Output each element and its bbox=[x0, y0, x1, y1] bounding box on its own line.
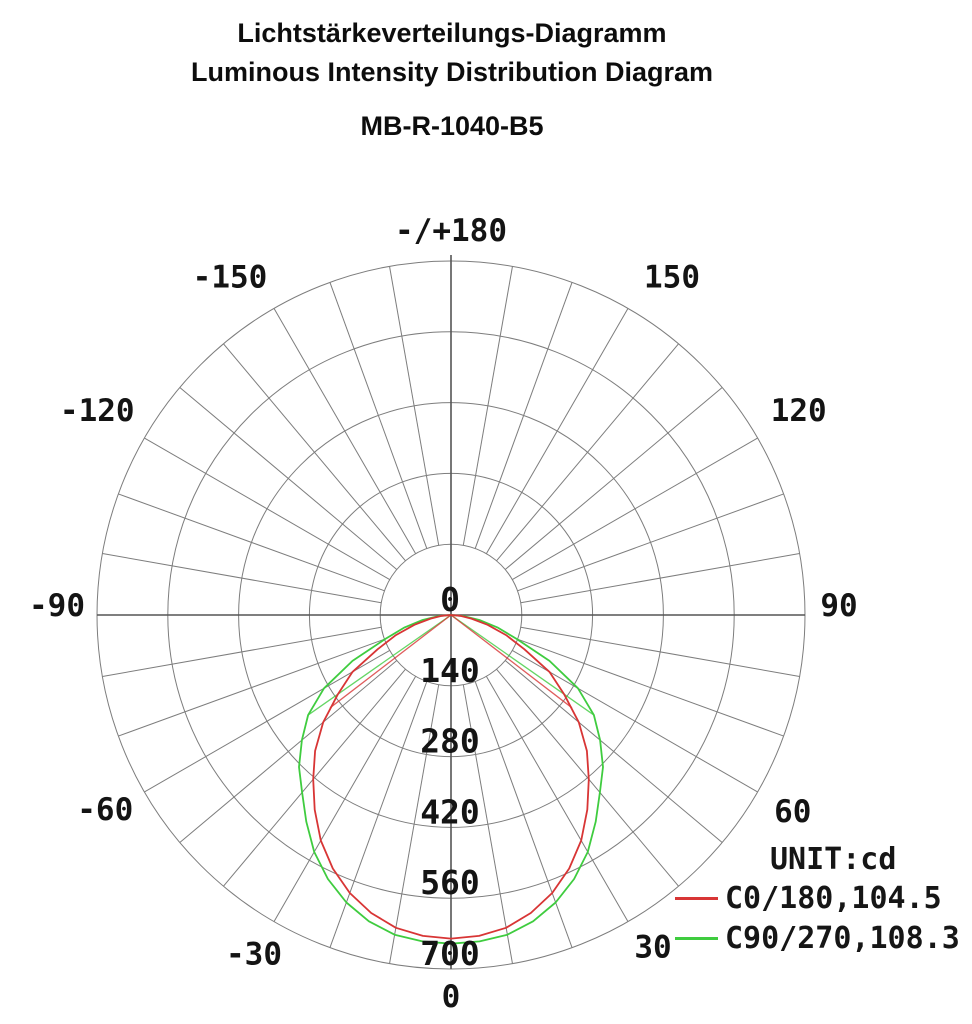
grid-spoke bbox=[118, 494, 384, 591]
angle-label: 90 bbox=[820, 588, 858, 624]
grid-spoke bbox=[274, 308, 416, 553]
angle-label: -150 bbox=[192, 259, 268, 296]
angle-label: -/+180 bbox=[395, 213, 507, 249]
legend-label-c90-270: C90/270,108.3 bbox=[725, 920, 960, 956]
grid-spoke bbox=[518, 639, 784, 736]
legend-unit-label: UNIT:cd bbox=[770, 842, 897, 877]
grid-spoke bbox=[180, 387, 397, 569]
angle-label: 60 bbox=[774, 794, 812, 830]
grid-spoke bbox=[223, 344, 405, 561]
ring-label: 420 bbox=[420, 792, 480, 832]
grid-spoke bbox=[521, 627, 800, 676]
angle-label: -30 bbox=[226, 936, 282, 973]
ring-label: 560 bbox=[420, 863, 480, 903]
ring-label: 700 bbox=[420, 933, 480, 973]
grid-spoke bbox=[475, 682, 572, 948]
angle-label: 0 bbox=[441, 979, 461, 1015]
grid-spoke bbox=[463, 266, 512, 545]
model-number: MB-R-1040-B5 bbox=[360, 111, 544, 141]
grid-spoke bbox=[330, 282, 427, 548]
grid-spoke bbox=[144, 438, 389, 580]
grid-spoke bbox=[505, 387, 722, 569]
page-title-english: Luminous Intensity Distribution Diagram bbox=[190, 57, 714, 87]
grid-spoke bbox=[486, 308, 628, 553]
ring-labels bbox=[420, 580, 480, 973]
angle-label: 120 bbox=[770, 393, 827, 429]
grid-spoke bbox=[497, 344, 679, 561]
angle-label: 150 bbox=[644, 259, 700, 296]
angle-label: -60 bbox=[77, 792, 134, 828]
ring-label: 0 bbox=[440, 580, 460, 619]
legend-entry-c90-270 bbox=[675, 918, 960, 958]
chart-legend bbox=[675, 842, 960, 958]
grid-spoke bbox=[521, 554, 800, 603]
grid-spoke bbox=[512, 438, 757, 580]
angle-label: -120 bbox=[59, 393, 135, 429]
angle-label: 30 bbox=[634, 929, 672, 966]
angle-label: -90 bbox=[29, 588, 85, 624]
legend-entry-c0-180 bbox=[675, 878, 960, 918]
grid-spoke bbox=[330, 682, 427, 948]
legend-swatch-c90-270 bbox=[675, 937, 718, 940]
grid-spoke bbox=[475, 282, 572, 548]
grid-spoke bbox=[518, 494, 784, 591]
grid-spoke bbox=[102, 627, 381, 676]
legend-label-c0-180: C0/180,104.5 bbox=[725, 880, 942, 916]
legend-swatch-c0-180 bbox=[675, 897, 718, 900]
grid-spoke bbox=[118, 639, 384, 736]
grid-spoke bbox=[102, 554, 381, 603]
grid-spoke bbox=[505, 661, 722, 843]
grid-spoke bbox=[180, 661, 397, 843]
ring-label: 280 bbox=[420, 721, 480, 761]
ring-label: 140 bbox=[420, 650, 480, 690]
page-title-german: Lichtstärkeverteilungs-Diagramm bbox=[237, 18, 667, 48]
grid-spoke bbox=[390, 266, 439, 545]
